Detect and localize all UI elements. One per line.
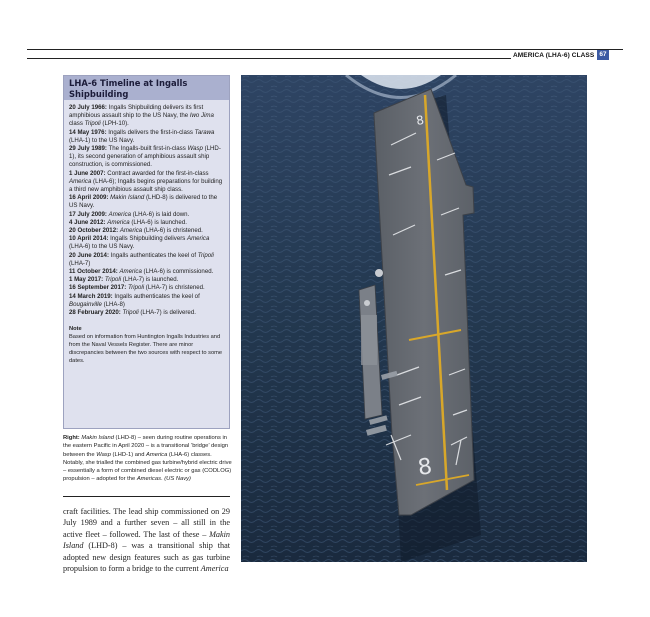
timeline-entry bbox=[69, 170, 224, 195]
running-head bbox=[513, 49, 609, 61]
body-america: America bbox=[200, 564, 229, 574]
caption-text-3: (LHA-6) classes. Notably, she trialled the combined gas turbine/hybrid electric drive – essentially a form of combined diesel electric or gas (CODLOG) propulsion – adopted for the bbox=[63, 451, 232, 483]
note-text: Based on information from Huntington Ingalls Industries and from the Naval Vessels Register. There are minor discrepancies between the two sources with respect to some dates. bbox=[69, 334, 223, 365]
entry-text: (LHA-7) is launched. bbox=[121, 276, 179, 284]
entry-italic: Iwo Jima bbox=[189, 112, 214, 120]
entry-text: Ingalls delivers the first-in-class bbox=[106, 128, 195, 136]
entry-italic: America bbox=[119, 268, 142, 276]
timeline-entry bbox=[69, 104, 224, 129]
running-title: AMERICA (LHA-6) CLASS bbox=[513, 51, 595, 59]
entry-text: (LHD-8) is delivered to the US Navy. bbox=[69, 194, 218, 210]
ship-photo bbox=[241, 75, 587, 562]
entry-date: 14 May 1976: bbox=[69, 128, 107, 136]
timeline-entry bbox=[69, 194, 224, 210]
entry-italic: Makin Island bbox=[110, 194, 145, 202]
entry-date: 28 February 2020: bbox=[69, 309, 121, 317]
caption-text-4: . bbox=[160, 476, 165, 483]
entry-text: (LHA-6) is laid down. bbox=[131, 210, 190, 218]
entry-text: (LHA-6) to the US Navy. bbox=[69, 243, 135, 251]
caption-credit: (US Navy) bbox=[164, 476, 191, 483]
entry-date: 4 June 2012: bbox=[69, 218, 106, 226]
entry-text: (LHA-7) is delivered. bbox=[138, 309, 196, 317]
timeline-entry bbox=[69, 252, 224, 268]
header-rule-lower bbox=[27, 58, 511, 59]
entry-text: Ingalls authenticates the keel of bbox=[112, 292, 200, 300]
body-text-2: (LHD-8) – was a transitional ship that adopted new design features such as gas turbine propulsion to form a bridge to the current bbox=[63, 541, 230, 574]
entry-text: (LHA-6) is commissioned. bbox=[141, 268, 214, 276]
sidebar-title-line1: LHA-6 Timeline at Ingalls bbox=[69, 78, 188, 88]
entry-text: class bbox=[69, 120, 85, 128]
entry-italic: America bbox=[187, 235, 210, 243]
entry-italic: Bougainville bbox=[69, 300, 102, 308]
entry-text: (LHA-7) bbox=[69, 259, 91, 267]
timeline-sidebar bbox=[63, 75, 230, 429]
timeline-entry bbox=[69, 235, 224, 251]
timeline-list bbox=[64, 100, 229, 317]
entry-italic: America bbox=[107, 218, 130, 226]
entry-italic: America bbox=[119, 227, 143, 235]
note-label: Note bbox=[69, 326, 82, 333]
entry-date: 1 May 2017: bbox=[69, 276, 104, 284]
entry-italic: Tripoli bbox=[197, 251, 214, 259]
entry-date: 16 September 2017: bbox=[69, 284, 127, 292]
sidebar-note bbox=[64, 317, 229, 365]
caption-america: America bbox=[146, 451, 168, 458]
caption-rule bbox=[63, 496, 230, 497]
entry-text: Ingalls Shipbuilding delivers bbox=[108, 235, 187, 243]
caption-text-2: (LHD-1) and bbox=[110, 451, 147, 458]
entry-italic: Tarawa bbox=[194, 128, 215, 136]
body-ship: Makin Island bbox=[63, 529, 230, 551]
entry-text: Ingalls Shipbuilding delivers its first amphibious assault ship to the US Navy, the bbox=[69, 104, 204, 120]
entry-date: 20 October 2012: bbox=[69, 227, 119, 235]
caption-wasp: Wasp bbox=[96, 451, 111, 458]
entry-date: 16 April 2009: bbox=[69, 194, 109, 202]
entry-italic: Tripoli bbox=[104, 276, 122, 284]
entry-text: Ingalls authenticates the keel of bbox=[108, 251, 198, 259]
entry-text: (LHA-8) bbox=[101, 300, 125, 308]
entry-text: (LHD-1), its second generation of amphibious assault ship construction, is commissioned. bbox=[69, 145, 221, 169]
caption-lead: Right: bbox=[63, 435, 80, 441]
entry-date: 17 July 2009: bbox=[69, 210, 107, 218]
entry-text: (LHA-6) is launched. bbox=[129, 218, 187, 226]
timeline-entry bbox=[69, 219, 224, 227]
entry-date: 29 July 1989: bbox=[69, 145, 107, 153]
entry-date: 11 October 2014: bbox=[69, 268, 118, 276]
deck-number-bow: 8 bbox=[415, 112, 426, 128]
caption-ship: Makin Island bbox=[81, 435, 114, 441]
entry-date: 10 April 2014: bbox=[69, 235, 109, 243]
entry-italic: Tripoli bbox=[122, 309, 139, 317]
entry-date: 20 June 2014: bbox=[69, 251, 109, 259]
timeline-entry bbox=[69, 145, 224, 170]
entry-text: Contract awarded for the first-in-class bbox=[105, 169, 209, 177]
entry-text: (LHA-7) is christened. bbox=[144, 284, 205, 292]
entry-italic: Tripoli bbox=[84, 120, 101, 128]
entry-text: (LPH-10). bbox=[100, 120, 129, 128]
timeline-entry bbox=[69, 309, 224, 317]
timeline-entry bbox=[69, 293, 224, 309]
entry-text: (LHA-1) to the US Navy. bbox=[69, 136, 135, 144]
sidebar-title bbox=[64, 76, 229, 100]
entry-text: (LHA-6); Ingalls begins preparations for building a third new amphibious assault ship class. bbox=[69, 177, 223, 194]
timeline-entry bbox=[69, 268, 224, 276]
entry-text: (LHA-6) is christened. bbox=[142, 227, 203, 235]
entry-text: The Ingalls-built first-in-class bbox=[106, 145, 188, 153]
entry-date: 20 July 1966: bbox=[69, 104, 107, 111]
deck-number-stern: 8 bbox=[416, 454, 434, 481]
body-text-1: craft facilities. The lead ship commissioned on 29 July 1989 and a further seven – all still in the active fleet – followed. The last of these – bbox=[63, 507, 230, 539]
body-text bbox=[63, 506, 230, 574]
caption-americas: Americas bbox=[136, 476, 161, 483]
caption-text-1: (LHD-8) – seen during routine operations in the eastern Pacific in April 2020 – is a transitional ‘bridge’ design between the bbox=[63, 435, 229, 458]
timeline-entry bbox=[69, 227, 224, 235]
timeline-entry bbox=[69, 129, 224, 145]
entry-italic: Tripoli bbox=[127, 284, 145, 292]
sidebar-title-line2: Shipbuilding bbox=[69, 89, 129, 99]
timeline-entry bbox=[69, 276, 224, 284]
timeline-entry bbox=[69, 211, 224, 219]
entry-italic: Wasp bbox=[187, 145, 203, 153]
entry-date: 1 June 2007: bbox=[69, 169, 106, 177]
entry-italic: America bbox=[69, 177, 92, 185]
entry-italic: America bbox=[108, 210, 132, 218]
entry-date: 14 March 2019: bbox=[69, 292, 113, 300]
photo-caption bbox=[63, 434, 233, 484]
page-number: 67 bbox=[599, 51, 607, 58]
timeline-entry bbox=[69, 284, 224, 292]
